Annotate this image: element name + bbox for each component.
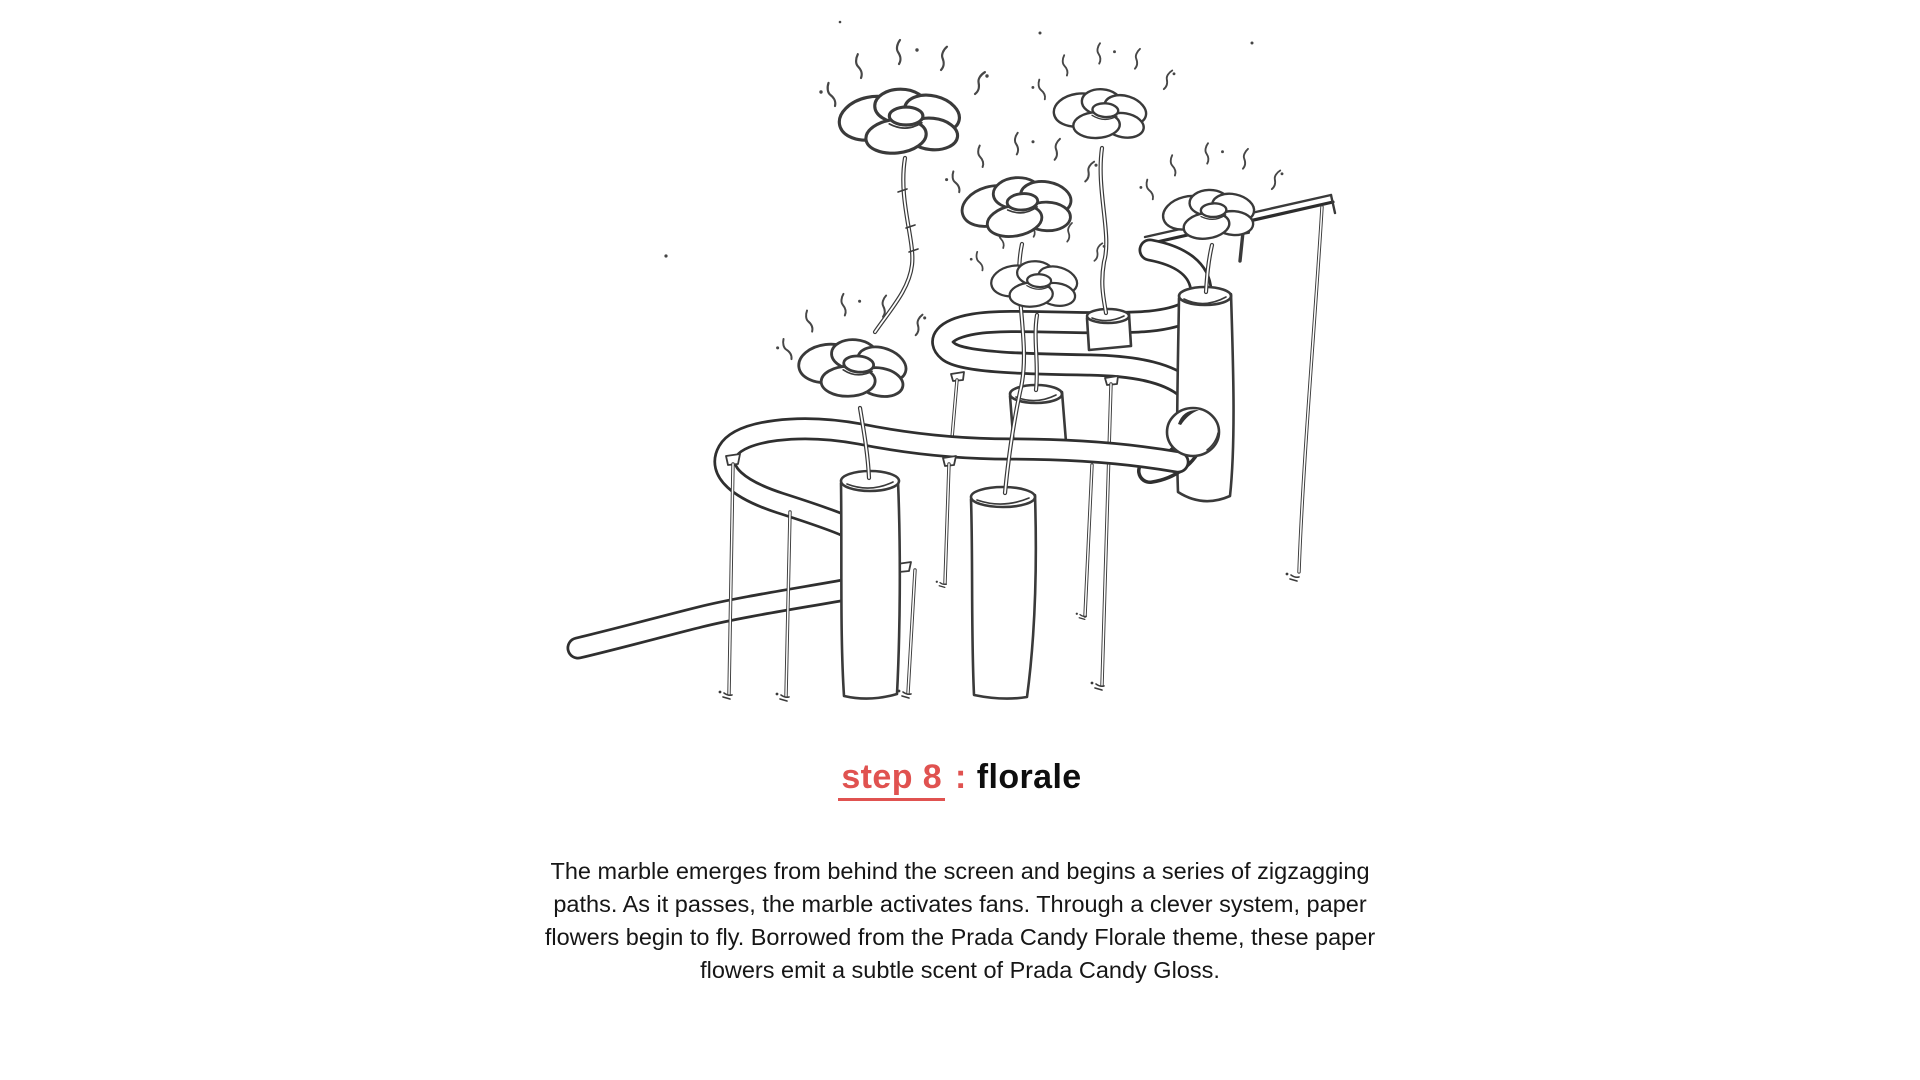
description-line: flowers begin to fly. Borrowed from the Prada Candy Florale theme, these paper: [544, 924, 1376, 950]
support-leg: [1286, 207, 1322, 581]
step-description: [460, 855, 1460, 987]
paper-flower-icon: [956, 174, 1077, 243]
fan-tube: [971, 487, 1036, 699]
support-leg: [951, 372, 964, 438]
fan-tube: [841, 471, 900, 699]
fan-tube: [1087, 309, 1131, 350]
paper-flower-icon: [835, 89, 963, 156]
support-leg: [936, 456, 956, 587]
marble-icon: [1167, 408, 1219, 456]
flower-stem: [1036, 315, 1037, 390]
step-name: florale: [976, 758, 1082, 796]
paper-flower-icon: [1159, 188, 1258, 242]
step-title: [0, 758, 1920, 801]
support-leg: [1076, 465, 1092, 619]
paper-flower-icon: [793, 335, 912, 404]
flower-stem: [1101, 148, 1107, 313]
title-separator: :: [955, 758, 967, 796]
flower-stem: [875, 158, 918, 332]
description-line: flowers emit a subtle scent of Prada Candy Gloss.: [700, 957, 1220, 983]
description-line: paths. As it passes, the marble activates fans. Through a clever system, paper: [553, 891, 1367, 917]
paper-flower-icon: [987, 259, 1081, 312]
step-number-link[interactable]: step 8: [838, 759, 945, 801]
description-line: The marble emerges from behind the screen and begins a series of zigzagging: [550, 858, 1370, 884]
paper-flower-icon: [1049, 86, 1151, 144]
support-leg: [1091, 376, 1118, 690]
